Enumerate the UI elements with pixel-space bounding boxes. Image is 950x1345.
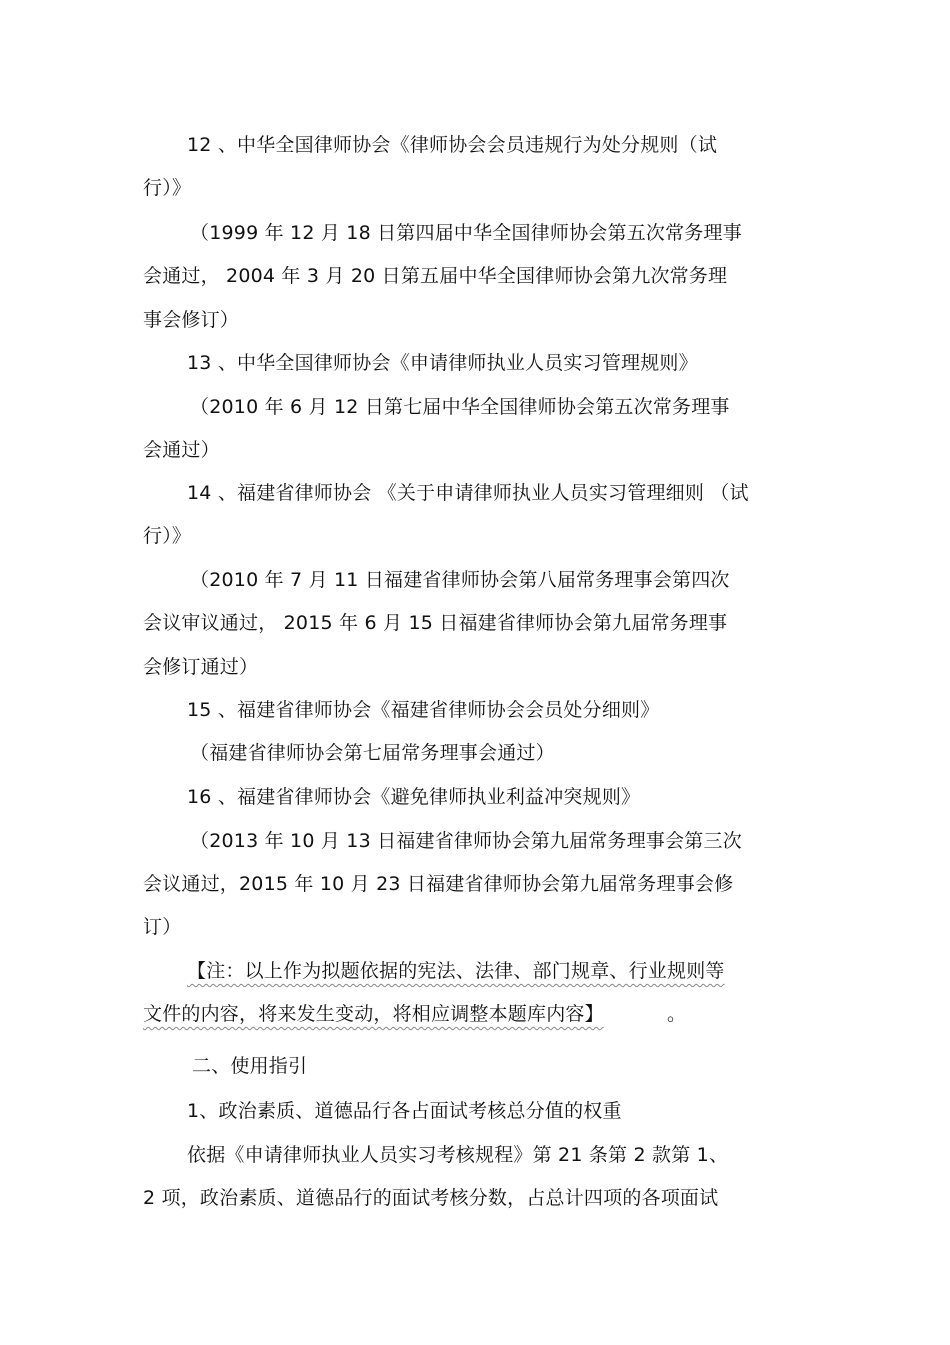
text-line: 会修订通过）: [143, 656, 259, 678]
text-line: 2 项，政治素质、道德品行的面试考核分数，占总计四项的各项面试: [143, 1187, 719, 1209]
text-line: （2013 年 10 月 13 日福建省律师协会第九届常务理事会第三次: [190, 830, 742, 852]
text-line: 16 、福建省律师协会《避免律师执业利益冲突规则》: [187, 786, 641, 808]
text-line: 订）: [143, 916, 182, 938]
text-line: 14 、福建省律师协会 《关于申请律师执业人员实习管理细则 （试: [187, 482, 749, 504]
text-line: （2010 年 6 月 12 日第七届中华全国律师协会第五次常务理事: [190, 396, 730, 418]
text-line: 行）》: [143, 525, 192, 547]
note-period: 。: [667, 1003, 687, 1025]
text-line: 行）》: [143, 177, 192, 199]
text-line: （福建省律师协会第七届常务理事会通过）: [190, 742, 555, 764]
text-line: 会议通过，2015 年 10 月 23 日福建省律师协会第九届常务理事会修: [143, 873, 734, 895]
note-line: 文件的内容，将来发生变动，将相应调整本题库内容】: [143, 1003, 604, 1025]
text-line: 事会修订）: [143, 309, 240, 331]
text-line: 1、政治素质、道德品行各占面试考核总分值的权重: [187, 1100, 622, 1122]
text-line: （1999 年 12 月 18 日第四届中华全国律师协会第五次常务理事: [190, 222, 742, 244]
text-line: 12 、中华全国律师协会《律师协会会员违规行为处分规则（试: [187, 134, 718, 156]
section-heading: 二、使用指引: [192, 1055, 308, 1077]
text-line: （2010 年 7 月 11 日福建省律师协会第八届常务理事会第四次: [190, 569, 730, 591]
text-line: 会通过， 2004 年 3 月 20 日第五届中华全国律师协会第九次常务理: [143, 265, 728, 287]
text-line: 15 、福建省律师协会《福建省律师协会会员处分细则》: [187, 699, 660, 721]
text-line: 13 、中华全国律师协会《申请律师执业人员实习管理规则》: [187, 352, 698, 374]
text-line: 会议审议通过， 2015 年 6 月 15 日福建省律师协会第九届常务理事: [143, 612, 728, 634]
text-line: 依据《申请律师执业人员实习考核规程》第 21 条第 2 款第 1、: [187, 1144, 729, 1166]
note-line: 【注：以上作为拟题依据的宪法、法律、部门规章、行业规则等: [187, 960, 725, 982]
text-line: 会通过）: [143, 439, 220, 461]
